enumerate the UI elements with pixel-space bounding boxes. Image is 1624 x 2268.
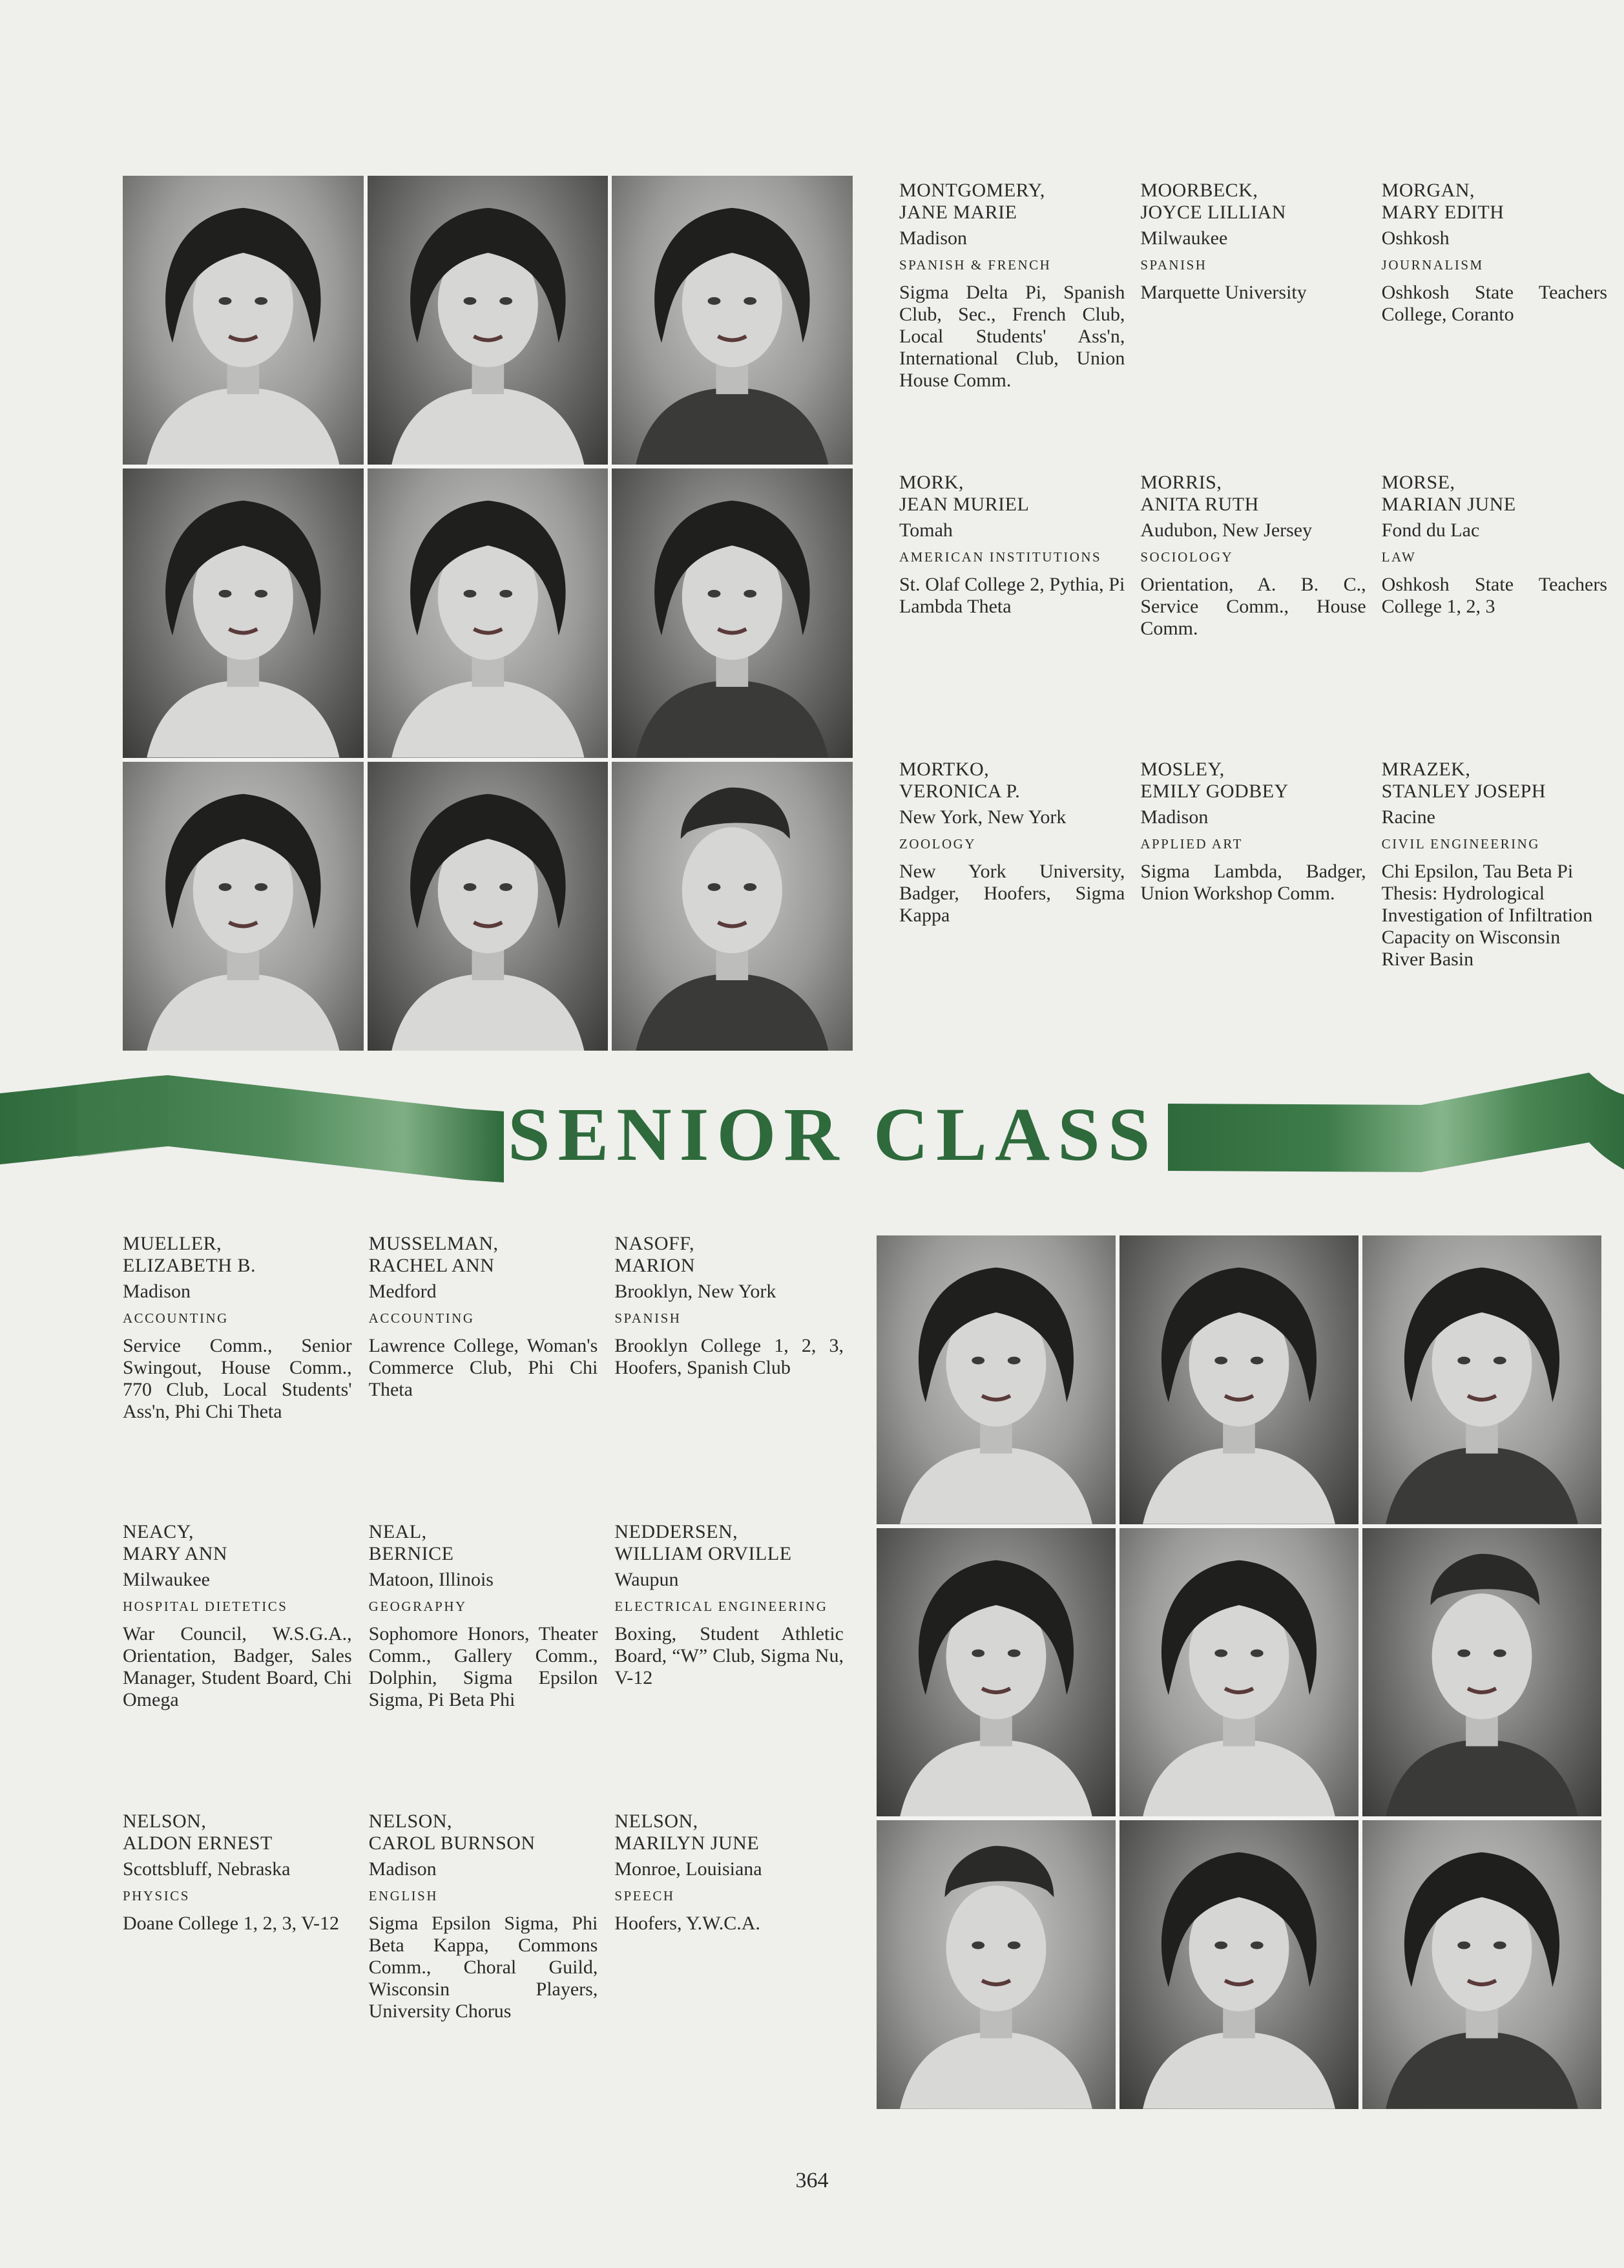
student-surname: MOSLEY, (1140, 759, 1225, 780)
student-surname: NEDDERSEN, (614, 1521, 738, 1542)
portrait-photo (123, 762, 364, 1051)
student-entry (1382, 759, 1616, 1030)
student-given-name: ANITA RUTH (1140, 494, 1259, 515)
student-entry (1140, 472, 1375, 759)
student-entry (614, 1811, 853, 2082)
entries-top (899, 180, 1616, 1030)
student-given-name: MARIAN JUNE (1381, 494, 1516, 515)
student-entry (123, 1811, 361, 2082)
student-activities: Oshkosh State Teachers College 1, 2, 3 (1381, 574, 1607, 617)
student-entry (123, 1233, 361, 1521)
student-major: SPEECH (614, 1888, 675, 1904)
student-major: CIVIL ENGINEERING (1381, 836, 1540, 852)
student-hometown: Madison (1140, 806, 1209, 828)
portrait-photo (1362, 1528, 1601, 1817)
portrait-grid-top (123, 176, 853, 1051)
portrait-photo (368, 762, 609, 1051)
student-entry (899, 472, 1134, 759)
student-given-name: JANE MARIE (899, 202, 1017, 223)
portrait-photo (612, 468, 853, 757)
student-major: ACCOUNTING (368, 1310, 475, 1326)
student-entry (369, 1521, 607, 1811)
student-surname: MRAZEK, (1381, 759, 1471, 780)
student-activities: Chi Epsilon, Tau Beta Pi (1381, 861, 1574, 882)
student-activities: Service Comm., Senior Swingout, House Comm., 770 Club, Local Students' Ass'n, Phi Chi Theta (123, 1335, 352, 1422)
student-major: ACCOUNTING (123, 1310, 229, 1326)
student-major: LAW (1381, 549, 1417, 565)
student-major: JOURNALISM (1381, 257, 1484, 273)
student-surname: MORGAN, (1381, 180, 1475, 201)
student-hometown: Audubon, New Jersey (1140, 520, 1313, 541)
student-activities: St. Olaf College 2, Pythia, Pi Lambda Theta (899, 574, 1125, 617)
student-hometown: Madison (123, 1281, 191, 1302)
student-entry (369, 1811, 607, 2082)
student-given-name: ELIZABETH B. (123, 1255, 256, 1276)
student-surname: NELSON, (614, 1811, 698, 1832)
student-activities: Sophomore Honors, Theater Comm., Gallery Comm., Dolphin, Sigma Epsilon Sigma, Pi Beta Phi (368, 1623, 598, 1710)
student-entry (614, 1233, 853, 1521)
student-given-name: ALDON ERNEST (123, 1832, 273, 1854)
student-major: SOCIOLOGY (1140, 549, 1234, 565)
student-activities: Sigma Delta Pi, Spanish Club, Sec., French Club, Local Students' Ass'n, International Club, Union House Comm. (899, 282, 1125, 391)
student-given-name: BERNICE (368, 1543, 454, 1564)
page-number: 364 (795, 2168, 829, 2192)
student-given-name: JEAN MURIEL (899, 494, 1030, 515)
student-surname: MORRIS, (1140, 472, 1222, 493)
portrait-photo (368, 468, 609, 757)
student-entry (614, 1521, 853, 1811)
student-entry (1140, 759, 1375, 1030)
student-surname: MORSE, (1381, 472, 1455, 493)
student-given-name: JOYCE LILLIAN (1140, 202, 1286, 223)
portrait-photo (123, 176, 364, 465)
student-entry (899, 180, 1134, 472)
student-surname: NEAL, (368, 1521, 427, 1542)
student-hometown: Oshkosh (1381, 227, 1450, 249)
portrait-grid-bottom (877, 1235, 1601, 2109)
portrait-photo (1362, 1235, 1601, 1524)
student-activities: Hoofers, Y.W.C.A. (614, 1913, 760, 1934)
student-given-name: WILLIAM ORVILLE (614, 1543, 792, 1564)
student-hometown: Monroe, Louisiana (614, 1858, 762, 1880)
student-hometown: Milwaukee (1140, 227, 1228, 249)
student-entry (899, 759, 1134, 1030)
student-activities: Sigma Epsilon Sigma, Phi Beta Kappa, Commons Comm., Choral Guild, Wisconsin Players, University Chorus (368, 1913, 598, 2022)
student-surname: MUSSELMAN, (368, 1233, 499, 1254)
portrait-photo (877, 1820, 1116, 2109)
student-surname: NEACY, (123, 1521, 194, 1542)
student-activities: War Council, W.S.G.A., Orientation, Badger, Sales Manager, Student Board, Chi Omega (123, 1623, 352, 1710)
student-given-name: EMILY GODBEY (1140, 781, 1289, 802)
student-activities: Brooklyn College 1, 2, 3, Hoofers, Spanish Club (614, 1335, 844, 1378)
student-given-name: STANLEY JOSEPH (1381, 781, 1546, 802)
student-entry (123, 1521, 361, 1811)
student-surname: MONTGOMERY, (899, 180, 1045, 201)
student-given-name: MARY ANN (123, 1543, 228, 1564)
student-surname: MORK, (899, 472, 964, 493)
student-hometown: Scottsbluff, Nebraska (123, 1858, 291, 1880)
student-entry (369, 1233, 607, 1521)
student-thesis: Thesis: Hydrological Investigation of Infiltration Capacity on Wisconsin River Basin (1381, 883, 1593, 970)
student-entry (1382, 180, 1616, 472)
student-entry (1140, 180, 1375, 472)
student-major: PHYSICS (123, 1888, 190, 1904)
student-surname: MOORBECK, (1140, 180, 1258, 201)
portrait-photo (612, 176, 853, 465)
portrait-photo (877, 1235, 1116, 1524)
portrait-photo (1119, 1528, 1359, 1817)
student-hometown: Madison (899, 227, 967, 249)
student-hometown: Brooklyn, New York (614, 1281, 776, 1302)
student-surname: NELSON, (368, 1811, 452, 1832)
student-major: SPANISH & FRENCH (899, 257, 1052, 273)
student-activities: New York University, Badger, Hoofers, Sigma Kappa (899, 861, 1125, 926)
student-hometown: Madison (368, 1858, 437, 1880)
student-activities: Boxing, Student Athletic Board, “W” Club, Sigma Nu, V-12 (614, 1623, 844, 1688)
student-major: ZOOLOGY (899, 836, 976, 852)
student-given-name: RACHEL ANN (368, 1255, 495, 1276)
student-activities: Oshkosh State Teachers College, Coranto (1381, 282, 1607, 325)
student-given-name: MARION (614, 1255, 695, 1276)
portrait-photo (1362, 1820, 1601, 2109)
student-hometown: Fond du Lac (1381, 520, 1480, 541)
student-hometown: New York, New York (899, 806, 1067, 828)
banner-title: SENIOR CLASS (508, 1092, 1158, 1177)
student-given-name: VERONICA P. (899, 781, 1021, 802)
student-given-name: MARY EDITH (1381, 202, 1504, 223)
student-major: ENGLISH (368, 1888, 438, 1904)
portrait-photo (1119, 1820, 1359, 2109)
student-activities: Doane College 1, 2, 3, V-12 (123, 1913, 339, 1934)
student-given-name: CAROL BURNSON (368, 1832, 536, 1854)
student-surname: NELSON, (123, 1811, 207, 1832)
student-major: APPLIED ART (1140, 836, 1243, 852)
student-activities: Marquette University (1140, 282, 1307, 303)
portrait-photo (1119, 1235, 1359, 1524)
student-major: ELECTRICAL ENGINEERING (614, 1599, 828, 1614)
student-hometown: Milwaukee (123, 1569, 210, 1590)
student-surname: MUELLER, (123, 1233, 222, 1254)
student-entry (1382, 472, 1616, 759)
entries-bottom (123, 1233, 853, 2082)
portrait-photo (612, 762, 853, 1051)
portrait-photo (123, 468, 364, 757)
student-hometown: Waupun (614, 1569, 679, 1590)
student-activities: Orientation, A. B. C., Service Comm., House Comm. (1140, 574, 1366, 639)
student-activities: Sigma Lambda, Badger, Union Workshop Comm. (1140, 861, 1366, 904)
student-major: GEOGRAPHY (368, 1599, 467, 1614)
student-given-name: MARILYN JUNE (614, 1832, 760, 1854)
student-major: AMERICAN INSTITUTIONS (899, 549, 1102, 565)
student-hometown: Medford (368, 1281, 437, 1302)
portrait-photo (368, 176, 609, 465)
student-hometown: Matoon, Illinois (368, 1569, 494, 1590)
student-hometown: Racine (1381, 806, 1435, 828)
student-surname: MORTKO, (899, 759, 990, 780)
portrait-photo (877, 1528, 1116, 1817)
student-activities: Lawrence College, Woman's Commerce Club, Phi Chi Theta (368, 1335, 598, 1400)
student-surname: NASOFF, (614, 1233, 694, 1254)
student-major: SPANISH (1140, 257, 1207, 273)
student-major: SPANISH (614, 1310, 682, 1326)
student-hometown: Tomah (899, 520, 953, 541)
student-major: HOSPITAL DIETETICS (123, 1599, 288, 1614)
